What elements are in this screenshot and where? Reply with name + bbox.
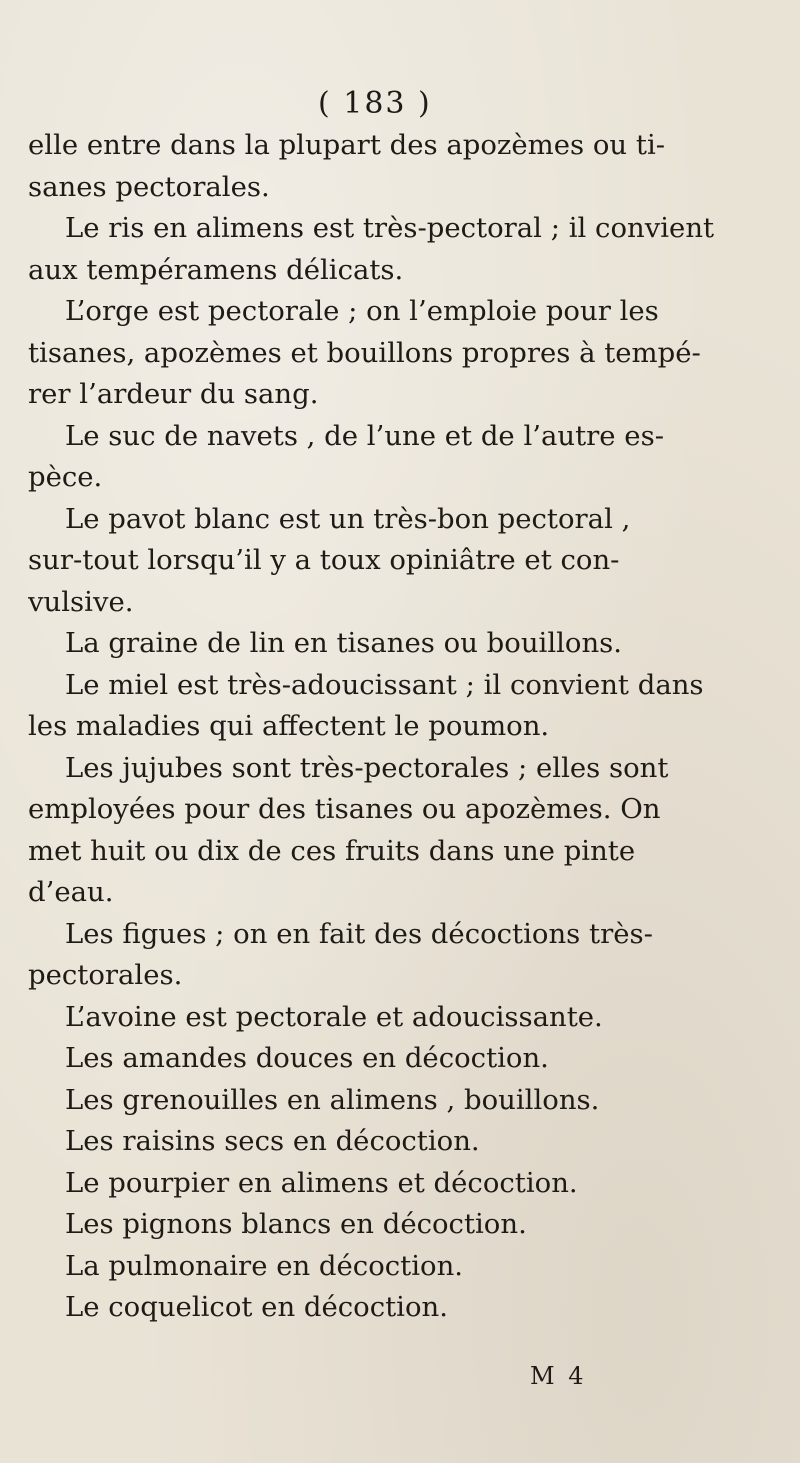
text-line: tisanes, apozèmes et bouillons propres à tempé- [28, 336, 701, 369]
text-line: employées pour des tisanes ou apozèmes. On [28, 793, 661, 825]
text-line: les maladies qui affectent le poumon. [28, 710, 550, 742]
text-line: pèce. [28, 461, 103, 493]
text-line: Le ris en alimens est très-pectoral ; il convient [65, 212, 715, 244]
text-line: Les grenouilles en alimens , bouillons. [65, 1083, 600, 1116]
text-line: elle entre dans la plupart des apozèmes ou ti- [28, 129, 666, 161]
text-line: d’eau. [28, 876, 114, 908]
text-line: vulsive. [28, 585, 134, 618]
text-line: Le suc de navets , de l’une et de l’autre es- [65, 419, 664, 452]
text-line: L’orge est pectorale ; on l’emploie pour les [65, 295, 659, 327]
text-line: met huit ou dix de ces fruits dans une pinte [28, 834, 636, 867]
text-line: aux tempéramens délicats. [28, 253, 404, 286]
page-number: ( 183 ) [318, 86, 432, 121]
text-line: Les amandes douces en décoction. [65, 1042, 549, 1074]
text-line: pectorales. [28, 959, 183, 991]
text-line: sur-tout lorsqu’il y a toux opiniâtre et con- [28, 544, 620, 576]
text-line: Le coquelicot en décoction. [65, 1291, 448, 1323]
text-line: L’avoine est pectorale et adoucissante. [65, 1000, 603, 1033]
text-line: Le miel est très-adoucissant ; il convient dans [65, 668, 704, 701]
text-line: Le pavot blanc est un très-bon pectoral , [65, 502, 631, 535]
text-line: La graine de lin en tisanes ou bouillons. [65, 627, 623, 659]
page-text-body [28, 125, 780, 1329]
text-line: Les raisins secs en décoction. [65, 1125, 480, 1157]
text-line: sanes pectorales. [28, 170, 270, 203]
text-line: Le pourpier en alimens et décoction. [65, 1166, 578, 1199]
text-line: Les pignons blancs en décoction. [65, 1208, 527, 1240]
text-line: Les jujubes sont très-pectorales ; elles sont [65, 751, 669, 784]
signature-mark: M 4 [530, 1362, 587, 1390]
text-line: Les figues ; on en fait des décoctions très- [65, 917, 653, 950]
text-line: La pulmonaire en décoction. [65, 1249, 464, 1282]
text-line: rer l’ardeur du sang. [28, 378, 319, 410]
